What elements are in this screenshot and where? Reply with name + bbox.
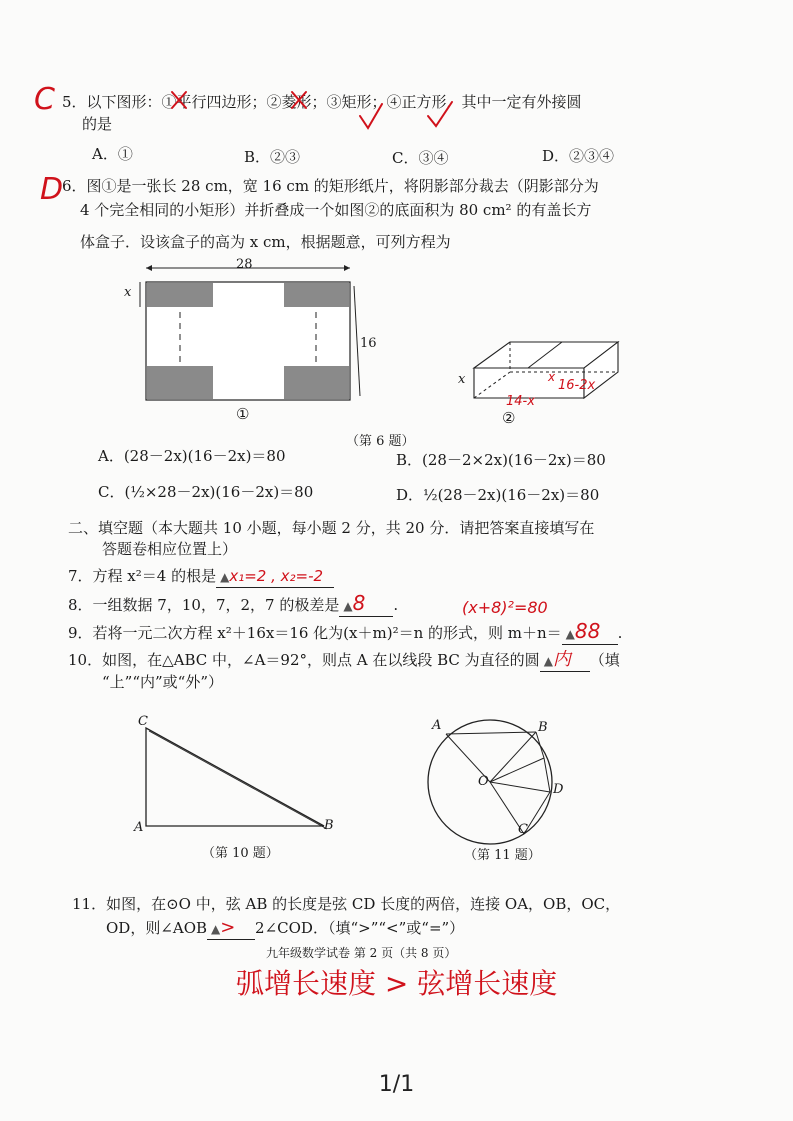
q11-label-a: A (432, 718, 442, 733)
q6-fig2-x: x (458, 372, 466, 387)
q6-fig2-label: ② (502, 409, 516, 427)
q11-stem-a: OD，则∠AOB (106, 919, 208, 937)
q5-option-b: B．②③ (244, 148, 301, 166)
q6-fig2-note-front: 14-x (506, 394, 535, 409)
q5-stem-2: 的是 (82, 115, 113, 133)
q6-fig1-width-note: 16 (360, 336, 377, 351)
q7-stem: 7．方程 x²＝4 的根是 (68, 567, 217, 585)
q11-label-b: B (538, 720, 548, 735)
q6-fig2-note-x: x (548, 370, 556, 384)
q9-answer: 88 (574, 619, 601, 643)
q8-answer: 8 (352, 591, 366, 615)
q10-stem: 10．如图，在△ABC 中，∠A＝92°，则点 A 在以线段 BC 为直径的圆 (68, 651, 540, 669)
q6-line1: 6．图①是一张长 28 cm，宽 16 cm 的矩形纸片，将阴影部分裁去（阴影部分为 (62, 177, 599, 195)
q11-caption: （第 11 题） (464, 848, 541, 863)
q6-option-d: D．½(28－2x)(16－2x)＝80 (396, 486, 600, 504)
q5-stem: 5．以下图形：①平行四边形；②菱形；③矩形；④正方形．其中一定有外接圆 (62, 93, 582, 111)
q10-label-a: A (134, 820, 144, 835)
q10-answer-blank: ▲内 (540, 650, 590, 672)
q6-caption: （第 6 题） (346, 434, 415, 449)
q7-answer: x₁=2 , x₂=-2 (229, 567, 324, 585)
handwritten-note: 弧增长速度 > 弦增长速度 (236, 967, 558, 1000)
q10-line2: “上”“内”或“外”） (102, 673, 224, 691)
q8-side-note: (x+8)²=80 (462, 598, 548, 617)
q9-stem: 9．若将一元二次方程 x²＋16x＝16 化为(x＋m)²＝n 的形式，则 m＋n＝ (68, 624, 562, 642)
q6-line2: 4 个完全相同的小矩形）并折叠成一个如图②的底面积为 80 cm² 的有盖长方 (80, 201, 592, 219)
q6-figure-2 (470, 338, 610, 408)
q11-answer: > (220, 917, 236, 938)
q6-fig1-x: x (124, 285, 132, 300)
q11-label-c: C (518, 822, 528, 837)
q8-stem: 8．一组数据 7，10，7，2，7 的极差是 (68, 596, 340, 614)
q6-answer-mark: D (40, 172, 64, 207)
q9-answer-blank: ▲88 (562, 621, 618, 645)
q8-answer-blank: ▲8 (339, 593, 393, 617)
q6-option-c: C．(½×28－2x)(16－2x)＝80 (98, 483, 314, 501)
section2-heading-2: 答题卷相应位置上） (102, 540, 238, 558)
q11-line2 (106, 918, 464, 940)
q11-answer-blank: ▲> (207, 918, 255, 940)
q6-line3: 体盒子．设该盒子的高为 x cm，根据题意，可列方程为 (80, 233, 451, 251)
q10-stem-tail: （填 (589, 651, 620, 669)
q7-text (68, 566, 334, 588)
q11-stem-b: 2∠COD．（填“>”“<”或“=”） (255, 919, 465, 937)
q10-label-b: B (324, 818, 334, 833)
q11-line1: 11．如图，在⊙O 中，弦 AB 的长度是弦 CD 长度的两倍，连接 OA，OB，OC， (72, 895, 621, 913)
q6-figure-1 (128, 256, 388, 416)
q6-option-b: B．(28－2×2x)(16－2x)＝80 (396, 451, 606, 469)
q9-text: 9．若将一元二次方程 x²＋16x＝16 化为(x＋m)²＝n 的形式，则 m＋n＝ ▲88 . (68, 619, 623, 643)
q10-figure (140, 722, 340, 842)
section2-heading: 二、填空题（本大题共 10 小题，每小题 2 分，共 20 分．请把答案直接填写在 (68, 519, 595, 537)
q6-fig1-length: 28 (236, 257, 253, 272)
q6-fig1-label: ① (236, 405, 250, 423)
q10-line1 (68, 650, 620, 672)
q10-caption: （第 10 题） (202, 846, 279, 861)
viewer-page-indicator: 1/1 (378, 1072, 415, 1097)
q5-option-a: A．① (92, 145, 133, 163)
q5-answer-mark: C (34, 82, 55, 117)
page-footer: 九年级数学试卷 第 2 页（共 8 页） (266, 946, 457, 960)
q5-correction-marks (0, 0, 793, 150)
q6-fig2-note-side: 16-2x (558, 378, 596, 393)
q10-answer: 内 (552, 649, 571, 670)
q5-option-c: C．③④ (392, 149, 449, 167)
q10-label-c: C (138, 714, 148, 729)
q5-option-d: D．②③④ (542, 147, 615, 165)
q7-answer-blank: ▲x₁=2 , x₂=-2 (216, 566, 334, 588)
q8-text: 8．一组数据 7，10，7，2，7 的极差是 ▲8 . (68, 591, 399, 615)
q11-label-d: D (553, 782, 564, 797)
q6-option-a: A．(28－2x)(16－2x)＝80 (98, 447, 286, 465)
q11-label-o: O (478, 774, 489, 789)
